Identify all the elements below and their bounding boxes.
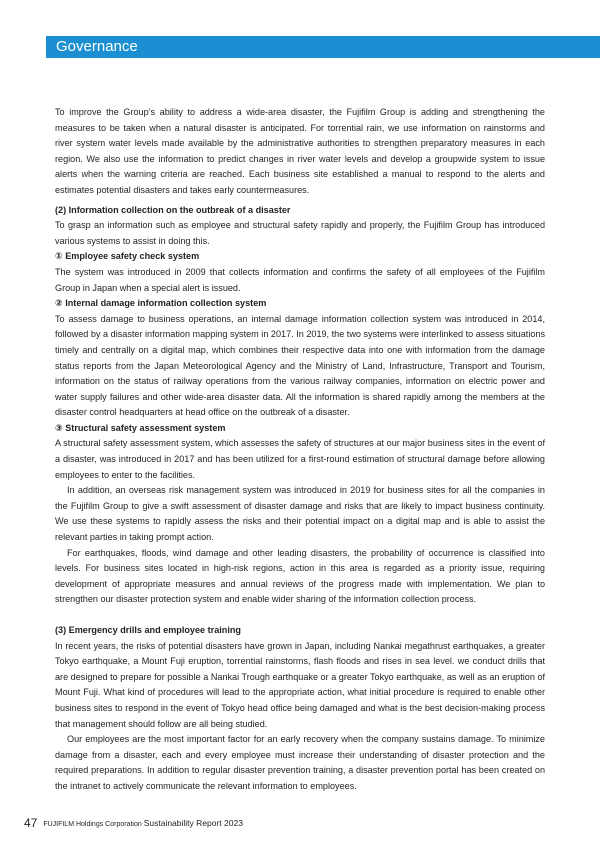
training-paragraph: Our employees are the most important factor for an early recovery when the company sustains damage. To minimize damage from a disaster, each and every employee must increase their understanding of disaster protection and the required preparations. In addition to regular disaster prevention training, a disaster prevention portal has been created on the intranet to actively communicate the relevant information to employees.	[55, 734, 545, 791]
main-content	[55, 105, 545, 795]
overseas-risk-paragraph: In addition, an overseas risk management system was introduced in 2019 for business sites for all the companies in the Fujifilm Group to give a swift assessment of disaster damage and risks that are likely to impact business continuity. We use these systems to rapidly assess the risks and their potential impact on a digital map and is able to assist the relevant parties in taking prompt action.	[55, 485, 545, 543]
intro-paragraph: To improve the Group’s ability to address a wide-area disaster, the Fujifilm Group is adding and strengthening the measures to be taken when a natural disaster is anticipated. For torrential rain, we use information on rainstorms and river system water levels made available by the administrative authorities to strengthen preparatory measures in each region. We also use the information to predict changes in river water levels and develop a groupwide system to issue alerts when the warning criteria are reached. Each business site established a manual to respond to the alerts and estimates potential disasters and takes early countermeasures.	[55, 107, 545, 195]
damage-info-body: To assess damage to business operations, an internal damage information collection system was introduced in 2014, followed by a disaster information mapping system in 2017. In 2019, the two systems were interlinked to assess situations timely and centrally on a digital map, which combines their respective data into one with information from the damage status reports from the Japan Meteorological Agency and the Ministry of Land, Infrastructure, Transport and Tourism, information on the status of railway operations from the various railway companies, information on electric power and water supply failures and other wide-area disaster data. All the information is shared rapidly among the members at the disaster control headquarters at head office on the outbreak of a disaster.	[55, 313, 545, 418]
drills-paragraph: In recent years, the risks of potential disasters have grown in Japan, including Nankai megathrust earthquakes, a greater Tokyo earthquake, a Mount Fuji eruption, torrential rainstorms, flash floods and rises in sea level. we conduct drills that are designed to prepare for possible a Nankai Trough earthquake or a greater Tokyo earthquake, as well as an eruption of Mount Fuji. What kind of procedures will lead to the appropriate action, what initial procedure is required to enable other business sites to respond in the event of Tokyo head office being damaged and what is the best decision-making process that management should follow are all being studied.	[55, 640, 545, 729]
page-footer	[24, 816, 243, 830]
section-header-bar	[46, 36, 600, 58]
section-title: Governance	[56, 38, 138, 55]
employee-safety-heading: ① Employee safety check system	[55, 251, 200, 262]
section-2-heading: (2) Information collection on the outbreak of a disaster	[55, 204, 291, 215]
damage-info-heading: ② Internal damage information collection system	[55, 298, 267, 309]
section-3-heading: (3) Emergency drills and employee training	[55, 625, 241, 635]
structural-safety-body: A structural safety assessment system, which assesses the safety of structures at our major business sites in the event of a disaster, was introduced in 2017 and has been utilized for a first-round estimation of structural damage before allowing employees to enter to the facilities.	[55, 438, 545, 480]
report-title: Sustainability Report 2023	[143, 818, 243, 828]
company-name: FUJIFILM Holdings Corporation	[43, 821, 142, 828]
section-2-body: To grasp an information such as employee and structural safety rapidly and properly, the Fujifilm Group has introduced various systems to assist in doing this.	[55, 220, 545, 246]
page-number: 47	[24, 816, 38, 830]
risk-levels-paragraph: For earthquakes, floods, wind damage and other leading disasters, the probability of occurrence is classified into levels. For business sites located in high-risk regions, action in this area is regarded as a priority issue, requiring development of appropriate measures and annual reviews of the progress made with implementation. We plan to strengthen our disaster protection system and enable wider sharing of the information collection process.	[55, 547, 545, 605]
employee-safety-body: The system was introduced in 2009 that collects information and confirms the safety of all employees of the Fujifilm Group in Japan when a special alert is issued.	[55, 266, 545, 293]
structural-safety-heading: ③ Structural safety assessment system	[55, 422, 226, 433]
